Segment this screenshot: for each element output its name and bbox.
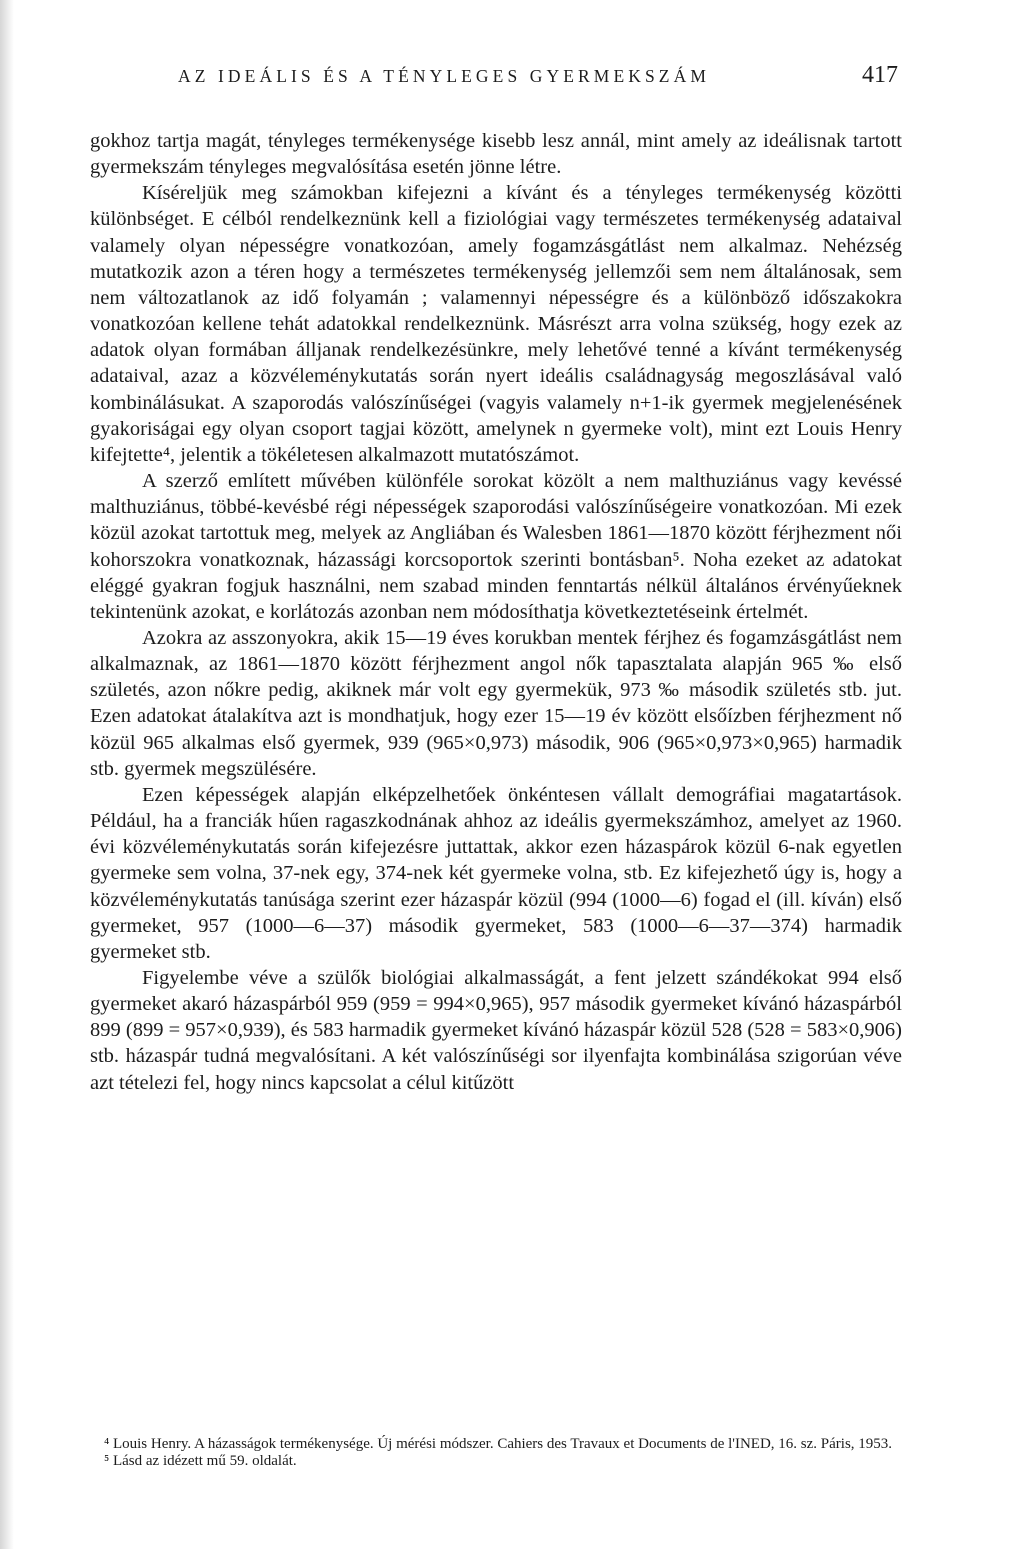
- body-text: [90, 128, 902, 1096]
- paragraph: Ezen képességek alapján elképzelhetőek önkéntesen vállalt demográfiai magatartások. Például, ha a franciák hűen ragaszkodnának ahhoz az ideális gyermekszámhoz, amelyet az 1960. évi közvéleménykutatás során kifejezésre juttattak, akkor ezen házaspárok közül 6-nak egyetlen gyermeke sem volna, 37-nek egy, 374-nek két gyermeke volna, stb. Ez kifejezhető úgy is, hogy a közvéleménykutatás tanúsága szerint ezer házaspár közül (994 (1000—6) fogad el (ill. kíván) első gyermeket, 957 (1000—6—37) második gyermeket, 583 (1000—6—37—374) harmadik gyermeket stb.: [90, 783, 902, 963]
- paragraph: Azokra az asszonyokra, akik 15—19 éves korukban mentek férjhez és fogamzásgátlást nem alkalmaznak, az 1861—1870 között férjhezment angol nők tapasztalata alapján 965 ‰ első születés, azon nőkre pedig, akiknek már volt egy gyermekük, 973 ‰ második születés stb. jut. Ezen adatokat átalakítva azt is mondhatjuk, hogy ezer 15—19 év között elsőízben férjhezment nő közül 965 alkalmas első gyermek, 939 (965×0,973) második, 906 (965×0,973×0,965) harmadik stb. gyermek megszülésére.: [90, 626, 902, 780]
- running-title: AZ IDEÁLIS ÉS A TÉNYLEGES GYERMEKSZÁM: [178, 66, 710, 86]
- paragraph-continuation: gokhoz tartja magát, tényleges termékenysége kisebb lesz annál, mint amely az ideálisnak tartott gyermekszám tényleges megvalósítása esetén jönne létre.: [90, 130, 902, 179]
- page-number: 417: [862, 62, 898, 88]
- paragraph: Kíséreljük meg számokban kifejezni a kívánt és a tényleges termékenység közötti különbséget. E célból rendelkeznünk kell a fiziológiai vagy természetes termékenység adataival valamely olyan népességre vonatkozóan, amely fogamzásgátlást nem alkalmaz. Nehézség mutatkozik azon a téren hogy a természetes termékenység jellemzői sem nem általánosak, sem nem változatlanok az idő folyamán ; valamennyi népességre és a különböző időszakokra vonatkozóan kellene tehát adatokkal rendelkeznünk. Másrészt arra volna szükség, hogy ezek az adatok olyan formában álljanak rendelkezésünkre, mely lehetővé tenné a kívánt termékenység adataival, azaz a közvéleménykutatás során nyert ideális családnagyság megoszlásával való kombinálásukat. A szaporodás valószínűségei (vagyis valamely n+1-ik gyermek megjelenésének gyakoriságai egy olyan csoport tagjai között, amelynek n gyermeke volt), mint ezt Louis Henry kifejtette⁴, jelentik a tökéletesen alkalmazott mutatószámot.: [90, 182, 902, 466]
- scan-edge-shadow: [0, 0, 14, 1549]
- paragraph: A szerző említett művében különféle sorokat közölt a nem malthuziánus vagy kevéssé malthuziánus, többé-kevésbé régi népességek szaporodási valószínűségeire vonatkozóan. Mi ezek közül azokat tartottuk meg, melyek az Angliában és Walesben 1861—1870 között férjhezment női kohorszokra vonatkoznak, házassági korcsoportok szerinti bontásban⁵. Noha ezeket az adatokat eléggé gyakran fogjuk használni, nem szabad minden fenntartás nélkül általános érvényűeknek tekintenünk azokat, e korlátozás azonban nem módosíthatja következtetéseink értelmét.: [90, 470, 902, 623]
- footnote: ⁴ Louis Henry. A házasságok termékenysége. Új mérési módszer. Cahiers des Travaux et Documents de l'INED, 16. sz. Páris, 1953.: [104, 1436, 893, 1452]
- footnotes: [90, 1436, 902, 1470]
- paragraph: Figyelembe véve a szülők biológiai alkalmasságát, a fent jelzett szándékokat 994 első gyermeket akaró házaspárból 959 (959 = 994×0,965), 957 második gyermeket kívánó házaspárból 899 (899 = 957×0,939), és 583 harmadik gyermeket kívánó házaspár közül 528 (528 = 583×0,906) stb. házaspár tudná megvalósítani. A két valószínűségi sor ilyenfajta kombinálása szigorúan véve azt tételezi fel, hogy nincs kapcsolat a célul kitűzött: [90, 967, 902, 1094]
- footnote: ⁵ Lásd az idézett mű 59. oldalát.: [104, 1453, 297, 1469]
- page-header: [90, 62, 902, 96]
